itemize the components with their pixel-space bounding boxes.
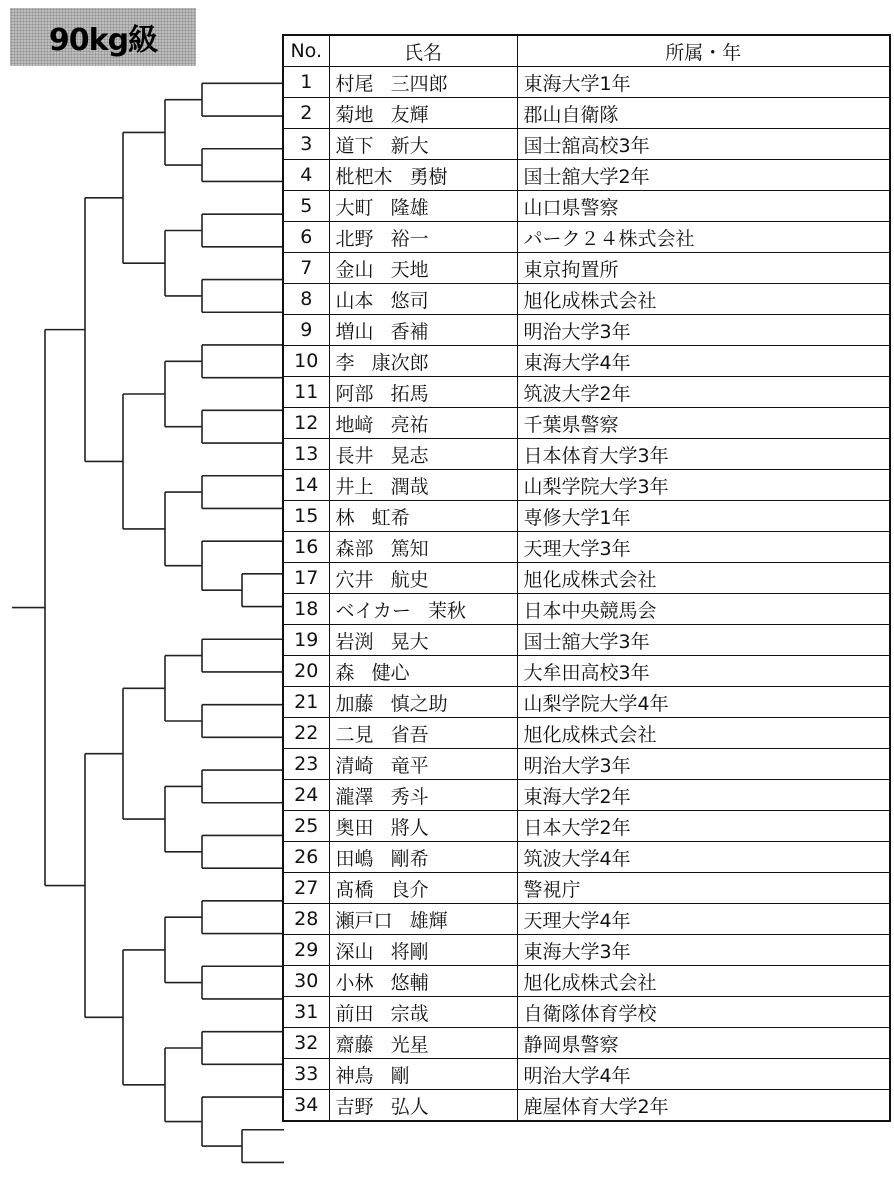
entry-surname: 森部	[335, 537, 374, 560]
entry-name	[329, 377, 517, 408]
entry-number: 28	[283, 904, 329, 935]
entry-surname: 瀧澤	[335, 785, 374, 808]
table-row	[283, 656, 890, 687]
entry-given-name: 隆雄	[390, 196, 429, 219]
entry-number: 22	[283, 718, 329, 749]
entry-number: 4	[283, 160, 329, 191]
entry-surname: 増山	[335, 320, 374, 343]
table-row	[283, 439, 890, 470]
entry-given-name: 虹希	[371, 506, 410, 529]
entry-surname: 吉野	[335, 1095, 374, 1118]
table-row	[283, 315, 890, 346]
entry-given-name: 雄輝	[409, 909, 448, 932]
entry-number: 34	[283, 1090, 329, 1122]
entry-name	[329, 780, 517, 811]
entry-surname: 髙橋	[335, 878, 374, 901]
entry-number: 7	[283, 253, 329, 284]
table-row	[283, 749, 890, 780]
entry-number: 29	[283, 935, 329, 966]
entry-name	[329, 160, 517, 191]
entry-given-name: 航史	[390, 568, 429, 591]
entry-surname: 前田	[335, 1002, 374, 1025]
entry-number: 30	[283, 966, 329, 997]
entry-affiliation: 旭化成株式会社	[517, 284, 890, 315]
entry-affiliation: 天理大学3年	[517, 532, 890, 563]
entry-given-name: 秀斗	[390, 785, 429, 808]
entry-name	[329, 470, 517, 501]
table-row	[283, 253, 890, 284]
entry-number: 3	[283, 129, 329, 160]
entry-given-name: 悠司	[390, 289, 429, 312]
entry-given-name: 勇樹	[409, 165, 448, 188]
table-row	[283, 997, 890, 1028]
entry-name	[329, 966, 517, 997]
entry-affiliation: 東海大学4年	[517, 346, 890, 377]
entry-name	[329, 284, 517, 315]
table-row	[283, 780, 890, 811]
entry-surname: 長井	[335, 444, 374, 467]
entry-affiliation: 専修大学1年	[517, 501, 890, 532]
entry-name	[329, 935, 517, 966]
entry-given-name: 宗哉	[390, 1002, 429, 1025]
entry-number: 21	[283, 687, 329, 718]
entry-affiliation: 筑波大学2年	[517, 377, 890, 408]
entry-surname: 奥田	[335, 816, 374, 839]
entry-name	[329, 1059, 517, 1090]
entry-given-name: 剛希	[390, 847, 429, 870]
entry-number: 24	[283, 780, 329, 811]
table-row	[283, 935, 890, 966]
table-row	[283, 67, 890, 98]
entry-name	[329, 129, 517, 160]
table-row	[283, 501, 890, 532]
entry-number: 26	[283, 842, 329, 873]
table-row	[283, 470, 890, 501]
header-affiliation: 所属・年	[517, 35, 890, 67]
entry-name	[329, 346, 517, 377]
header-name: 氏名	[329, 35, 517, 67]
entry-affiliation: 東海大学3年	[517, 935, 890, 966]
entry-number: 1	[283, 67, 329, 98]
table-row	[283, 811, 890, 842]
entry-number: 20	[283, 656, 329, 687]
entry-affiliation: 筑波大学4年	[517, 842, 890, 873]
entry-affiliation: 静岡県警察	[517, 1028, 890, 1059]
entry-given-name: 竜平	[390, 754, 429, 777]
entry-surname: 田嶋	[335, 847, 374, 870]
entry-number: 15	[283, 501, 329, 532]
entry-name	[329, 594, 517, 625]
table-row	[283, 191, 890, 222]
table-row	[283, 1090, 890, 1122]
entry-given-name: 拓馬	[390, 382, 429, 405]
entry-given-name: 省吾	[390, 723, 429, 746]
entry-number: 17	[283, 563, 329, 594]
entry-surname: 道下	[335, 134, 374, 157]
entry-number: 6	[283, 222, 329, 253]
entry-number: 12	[283, 408, 329, 439]
entry-given-name: 將人	[390, 816, 429, 839]
table-row	[283, 160, 890, 191]
entry-affiliation: 旭化成株式会社	[517, 563, 890, 594]
entry-name	[329, 749, 517, 780]
entry-number: 11	[283, 377, 329, 408]
entry-name	[329, 718, 517, 749]
entry-affiliation: 旭化成株式会社	[517, 966, 890, 997]
entry-affiliation: 日本中央競馬会	[517, 594, 890, 625]
table-row	[283, 687, 890, 718]
entry-surname: 穴井	[335, 568, 374, 591]
entry-name	[329, 656, 517, 687]
entry-affiliation: 日本大学2年	[517, 811, 890, 842]
entry-name	[329, 842, 517, 873]
entry-surname: 齋藤	[335, 1033, 374, 1056]
entry-number: 14	[283, 470, 329, 501]
entry-table-body	[283, 67, 890, 1122]
table-row	[283, 532, 890, 563]
entry-affiliation: 東海大学2年	[517, 780, 890, 811]
entry-affiliation: 天理大学4年	[517, 904, 890, 935]
entry-affiliation: 山梨学院大学4年	[517, 687, 890, 718]
entry-number: 33	[283, 1059, 329, 1090]
entry-surname: 瀬戸口	[335, 909, 393, 932]
entry-surname: 枇杷木	[335, 165, 393, 188]
entry-name	[329, 67, 517, 98]
entry-surname: 深山	[335, 940, 374, 963]
entry-name	[329, 408, 517, 439]
entry-surname: 加藤	[335, 692, 374, 715]
entry-surname: 井上	[335, 475, 374, 498]
entry-number: 27	[283, 873, 329, 904]
entry-surname: 村尾	[335, 72, 374, 95]
entry-name	[329, 532, 517, 563]
table-row	[283, 904, 890, 935]
entry-affiliation: 鹿屋体育大学2年	[517, 1090, 890, 1122]
entry-given-name: 悠輔	[390, 971, 429, 994]
entry-number: 23	[283, 749, 329, 780]
entry-surname: 菊地	[335, 103, 374, 126]
table-row	[283, 284, 890, 315]
entry-affiliation: 東京拘置所	[517, 253, 890, 284]
entry-number: 2	[283, 98, 329, 129]
entry-name	[329, 1028, 517, 1059]
entry-number: 18	[283, 594, 329, 625]
entry-number: 5	[283, 191, 329, 222]
entry-surname: 神鳥	[335, 1064, 374, 1087]
table-row	[283, 129, 890, 160]
entry-name	[329, 222, 517, 253]
entry-given-name: 新大	[390, 134, 429, 157]
entry-number: 31	[283, 997, 329, 1028]
entry-name	[329, 1090, 517, 1122]
entry-given-name: 将剛	[390, 940, 429, 963]
entry-given-name: 香補	[390, 320, 429, 343]
entry-name	[329, 625, 517, 656]
entry-affiliation: 自衛隊体育学校	[517, 997, 890, 1028]
entry-affiliation: 東海大学1年	[517, 67, 890, 98]
entry-given-name: 篤知	[390, 537, 429, 560]
entry-given-name: 天地	[390, 258, 429, 281]
entry-surname: ベイカー	[335, 599, 411, 622]
entry-affiliation: 明治大学4年	[517, 1059, 890, 1090]
entry-given-name: 弘人	[390, 1095, 429, 1118]
entry-surname: 清崎	[335, 754, 374, 777]
table-row	[283, 408, 890, 439]
entry-affiliation: 国士舘高校3年	[517, 129, 890, 160]
entry-affiliation: 郡山自衛隊	[517, 98, 890, 129]
header-no: No.	[283, 35, 329, 67]
entry-number: 19	[283, 625, 329, 656]
entry-number: 13	[283, 439, 329, 470]
entry-given-name: 康次郎	[371, 351, 429, 374]
entry-surname: 金山	[335, 258, 374, 281]
entry-name	[329, 253, 517, 284]
entry-affiliation: 大牟田高校3年	[517, 656, 890, 687]
entry-name	[329, 687, 517, 718]
entry-number: 25	[283, 811, 329, 842]
table-row	[283, 625, 890, 656]
table-row	[283, 594, 890, 625]
entry-number: 9	[283, 315, 329, 346]
table-row	[283, 1028, 890, 1059]
entry-name	[329, 563, 517, 594]
entry-name	[329, 501, 517, 532]
entry-affiliation: 旭化成株式会社	[517, 718, 890, 749]
entry-surname: 岩渕	[335, 630, 374, 653]
entry-surname: 李	[335, 351, 355, 374]
entry-affiliation: 山口県警察	[517, 191, 890, 222]
entry-given-name: 晃志	[390, 444, 429, 467]
entry-number: 32	[283, 1028, 329, 1059]
table-row	[283, 377, 890, 408]
entry-given-name: 光星	[390, 1033, 429, 1056]
entry-given-name: 慎之助	[390, 692, 448, 715]
entry-affiliation: 警視庁	[517, 873, 890, 904]
entry-given-name: 晃大	[390, 630, 429, 653]
entry-name	[329, 811, 517, 842]
entry-affiliation: パーク２４株式会社	[517, 222, 890, 253]
table-row	[283, 842, 890, 873]
entry-given-name: 亮祐	[390, 413, 429, 436]
entry-name	[329, 873, 517, 904]
entry-affiliation: 山梨学院大学3年	[517, 470, 890, 501]
table-header-row	[283, 35, 890, 67]
entry-given-name: 良介	[390, 878, 429, 901]
entry-number: 8	[283, 284, 329, 315]
entry-surname: 小林	[335, 971, 374, 994]
entry-surname: 二見	[335, 723, 374, 746]
entry-name	[329, 904, 517, 935]
entry-affiliation: 千葉県警察	[517, 408, 890, 439]
entry-given-name: 友輝	[390, 103, 429, 126]
tournament-bracket	[0, 0, 284, 1200]
table-row	[283, 966, 890, 997]
entry-surname: 阿部	[335, 382, 374, 405]
entry-table	[282, 34, 891, 1122]
entry-number: 10	[283, 346, 329, 377]
entry-surname: 地﨑	[335, 413, 374, 436]
entry-given-name: 剛	[390, 1064, 410, 1087]
table-row	[283, 718, 890, 749]
entry-affiliation: 国士舘大学3年	[517, 625, 890, 656]
entry-name	[329, 98, 517, 129]
table-row	[283, 222, 890, 253]
entry-surname: 森	[335, 661, 355, 684]
table-row	[283, 873, 890, 904]
entry-affiliation: 明治大学3年	[517, 315, 890, 346]
entry-name	[329, 315, 517, 346]
entry-number: 16	[283, 532, 329, 563]
entry-surname: 山本	[335, 289, 374, 312]
entry-given-name: 三四郎	[390, 72, 448, 95]
entry-surname: 大町	[335, 196, 374, 219]
table-row	[283, 346, 890, 377]
table-row	[283, 563, 890, 594]
entry-surname: 林	[335, 506, 355, 529]
weight-class-title: 90kg級	[48, 23, 158, 58]
entry-affiliation: 日本体育大学3年	[517, 439, 890, 470]
entry-affiliation: 明治大学3年	[517, 749, 890, 780]
entry-affiliation: 国士舘大学2年	[517, 160, 890, 191]
table-row	[283, 1059, 890, 1090]
entry-name	[329, 191, 517, 222]
table-row	[283, 98, 890, 129]
entry-given-name: 裕一	[390, 227, 429, 250]
entry-surname: 北野	[335, 227, 374, 250]
entry-name	[329, 997, 517, 1028]
entry-given-name: 健心	[371, 661, 410, 684]
entry-given-name: 潤哉	[390, 475, 429, 498]
entry-given-name: 茉秋	[428, 599, 467, 622]
entry-name	[329, 439, 517, 470]
